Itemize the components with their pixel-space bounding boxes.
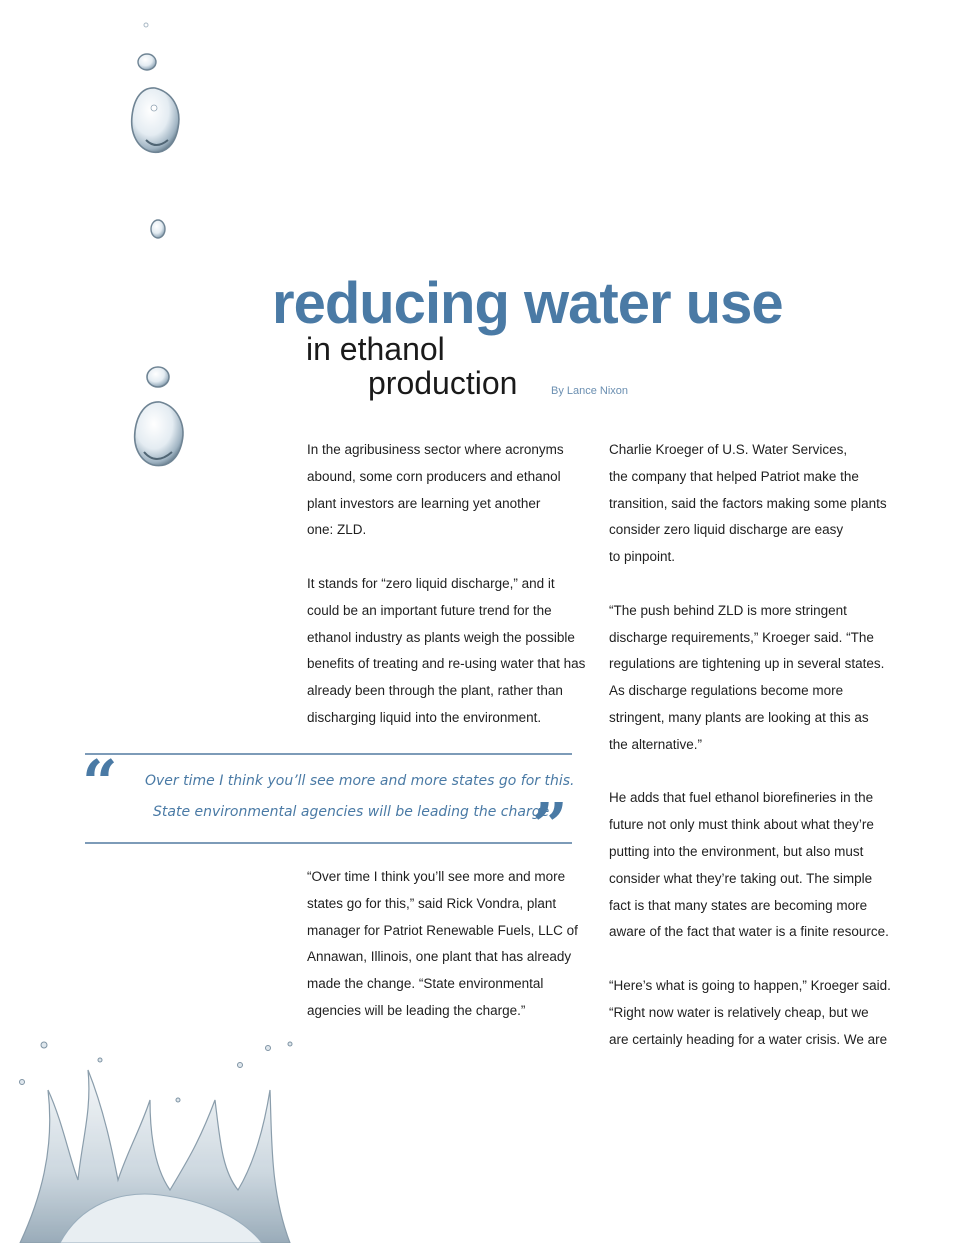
text-line: “The push behind ZLD is more stringent xyxy=(609,602,847,618)
paragraph xyxy=(307,571,586,732)
text-line: agencies will be leading the charge.” xyxy=(307,1002,526,1018)
text-line: “Over time I think you’ll see more and more xyxy=(307,869,566,884)
water-drop-icon xyxy=(151,220,165,238)
pull-quote-line1: Over time I think you’ll see more and more states go for this. xyxy=(145,773,575,789)
text-line: consider what they’re taking out. The simple xyxy=(609,870,873,886)
text-line: are certainly heading for a water crisis. We are xyxy=(609,1031,888,1047)
text-line: “Right now water is relatively cheap, but we xyxy=(609,1004,869,1020)
paragraph xyxy=(609,973,889,1053)
text-line: fact is that many states are becoming more xyxy=(609,897,868,913)
text-line: one: ZLD. xyxy=(307,522,367,538)
text-line: already been through the plant, rather than xyxy=(307,683,563,699)
text-line: the company that helped Patriot make the xyxy=(609,468,859,484)
text-line: regulations are tightening up in several states. xyxy=(609,656,885,672)
text-line: consider zero liquid discharge are easy xyxy=(609,522,844,538)
text-line: made the change. “State environmental xyxy=(307,976,544,992)
text-line: aware of the fact that water is a finite resource. xyxy=(609,924,889,940)
text-line: As discharge regulations become more xyxy=(609,683,844,699)
text-line: discharge requirements,” Kroeger said. “The xyxy=(609,629,874,645)
left-column-bottom xyxy=(307,864,577,1025)
text-line: It stands for “zero liquid discharge,” and it xyxy=(307,575,555,591)
paragraph xyxy=(609,598,889,759)
text-line: In the agribusiness sector where acronyms xyxy=(307,442,564,457)
pull-quote-bottom-rule xyxy=(85,842,572,844)
text-line: could be an important future trend for the xyxy=(307,602,552,618)
text-line: transition, said the factors making some plants xyxy=(609,495,887,511)
text-line: future not only must think about what they’re xyxy=(609,817,874,833)
right-column xyxy=(609,437,889,1053)
water-drop-icon xyxy=(147,367,169,387)
open-quote-icon: “ xyxy=(82,746,118,819)
text-line: to pinpoint. xyxy=(609,549,676,565)
text-line: putting into the environment, but also must xyxy=(609,843,864,859)
text-line: “Here’s what is going to happen,” Kroeger said. xyxy=(609,977,891,993)
article-subtitle-line2: production xyxy=(368,365,518,401)
water-drop-icon xyxy=(135,402,183,466)
text-line: stringent, many plants are looking at this as xyxy=(609,709,869,725)
text-line: plant investors are learning yet another xyxy=(307,495,541,511)
paragraph xyxy=(307,864,577,1025)
byline: By Lance Nixon xyxy=(551,385,629,397)
water-drop-icon xyxy=(138,54,156,70)
paragraph xyxy=(609,785,889,946)
text-line: He adds that fuel ethanol biorefineries in the xyxy=(609,790,874,806)
article-subtitle-line1: in ethanol xyxy=(306,331,445,367)
water-splash-icon xyxy=(0,1030,320,1243)
text-line: discharging liquid into the environment. xyxy=(307,709,542,725)
water-drop-icon xyxy=(132,88,179,152)
text-line: Charlie Kroeger of U.S. Water Services, xyxy=(609,442,848,457)
text-line: ethanol industry as plants weigh the possible xyxy=(307,629,575,645)
pull-quote-line2: State environmental agencies will be leading the charge. xyxy=(153,804,554,820)
text-line: states go for this,” said Rick Vondra, plant xyxy=(307,895,557,911)
text-line: benefits of treating and re-using water that has xyxy=(307,656,586,672)
text-line: the alternative.” xyxy=(609,736,703,752)
article-title: reducing water use xyxy=(272,271,783,336)
paragraph xyxy=(307,437,577,544)
water-drop-icon xyxy=(144,23,148,27)
close-quote-icon: ” xyxy=(532,789,568,862)
pull-quote-top-rule xyxy=(85,753,572,755)
text-line: manager for Patriot Renewable Fuels, LLC of xyxy=(307,922,578,938)
left-column-top xyxy=(307,437,586,732)
text-line: abound, some corn producers and ethanol xyxy=(307,468,561,484)
paragraph xyxy=(609,437,889,571)
water-drops-decoration xyxy=(0,0,220,480)
text-line: Annawan, Illinois, one plant that has already xyxy=(307,949,572,965)
